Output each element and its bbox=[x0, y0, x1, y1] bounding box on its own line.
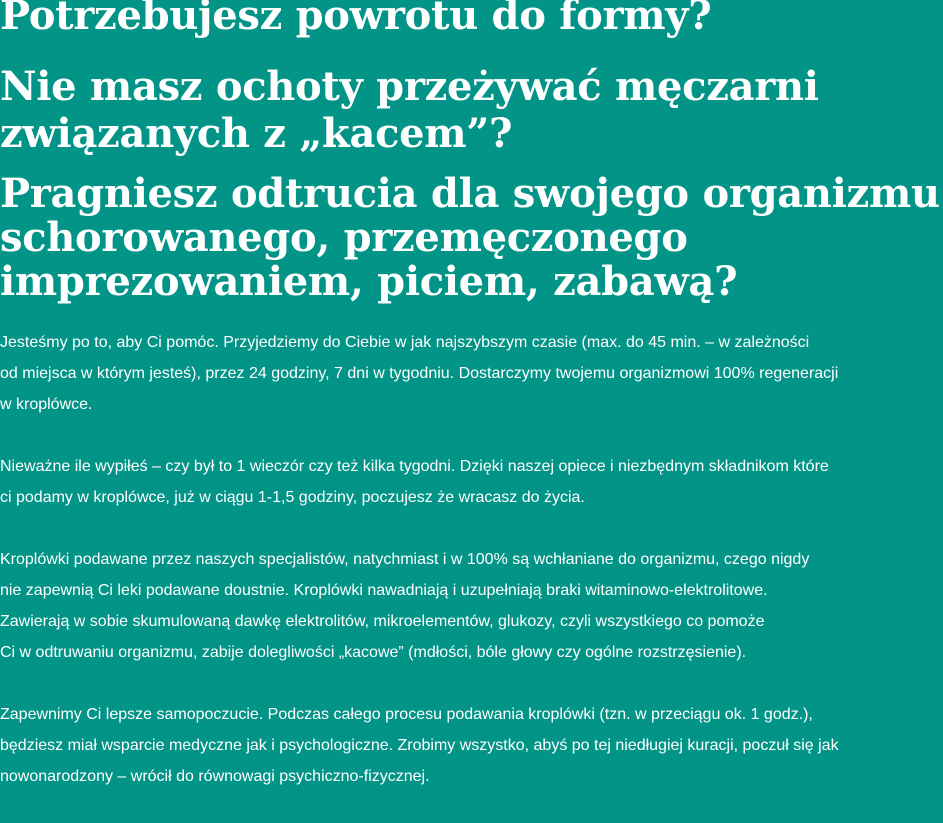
heading-detox bbox=[0, 172, 940, 304]
heading-line: związanych z „kacem”? bbox=[0, 110, 513, 157]
heading-return-to-form bbox=[0, 0, 711, 38]
paragraph-line: będziesz miał wsparcie medyczne jak i psychologiczne. Zrobimy wszystko, abyś po tej niedługiej kuracji, poczuł się jak bbox=[0, 737, 839, 754]
paragraph-line: Jesteśmy po to, aby Ci pomóc. Przyjedziemy do Ciebie w jak najszybszym czasie (max. do 45 min. – w zależności bbox=[0, 334, 810, 351]
paragraph-wellbeing bbox=[0, 699, 943, 792]
paragraph-line: od miejsca w którym jesteś), przez 24 godziny, 7 dni w tygodniu. Dostarczymy twojemu organizmowi 100% regeneracji bbox=[0, 365, 839, 382]
heading-hangover bbox=[0, 63, 819, 157]
body-text bbox=[0, 327, 943, 823]
paragraph-line: Zapewnimy Ci lepsze samopoczucie. Podczas całego procesu podawania kroplówki (tzn. w przeciągu ok. 1 godz.), bbox=[0, 706, 813, 723]
paragraph-line: nowonarodzony – wrócił do równowagi psychiczno-fizycznej. bbox=[0, 768, 430, 785]
paragraph-line: Ci w odtruwaniu organizmu, zabije dolegliwości „kacowe” (mdłości, bóle głowy czy ogólne rozstrzęsienie). bbox=[0, 644, 747, 661]
heading-line: Pragniesz odtrucia dla swojego organizmu bbox=[0, 170, 940, 217]
paragraph-line: Kroplówki podawane przez naszych specjalistów, natychmiast i w 100% są wchłaniane do organizmu, czego nigdy bbox=[0, 551, 810, 568]
paragraph-line: Zawierają w sobie skumulowaną dawkę elektrolitów, mikroelementów, glukozy, czyli wszystkiego co pomoże bbox=[0, 613, 765, 630]
paragraph-recovery bbox=[0, 451, 943, 513]
paragraph-iv-drips bbox=[0, 544, 943, 668]
paragraph-line: nie zapewnią Ci leki podawane doustnie. Kroplówki nawadniają i uzupełniają braki witaminowo-elektrolitowe. bbox=[0, 582, 768, 599]
paragraph-line: Nieważne ile wypiłeś – czy był to 1 wieczór czy też kilka tygodni. Dzięki naszej opiece i niezbędnym składnikom które bbox=[0, 458, 829, 475]
heading-line: Potrzebujesz powrotu do formy? bbox=[0, 0, 712, 39]
paragraph-line: ci podamy w kroplówce, już w ciągu 1-1,5 godziny, poczujesz że wracasz do życia. bbox=[0, 489, 585, 506]
heading-line: schorowanego, przemęczonego bbox=[0, 214, 688, 261]
paragraph-line: w kroplówce. bbox=[0, 396, 93, 413]
heading-line: Nie masz ochoty przeżywać męczarni bbox=[0, 63, 819, 110]
paragraph-intro bbox=[0, 327, 943, 420]
heading-line: imprezowaniem, piciem, zabawą? bbox=[0, 258, 738, 305]
